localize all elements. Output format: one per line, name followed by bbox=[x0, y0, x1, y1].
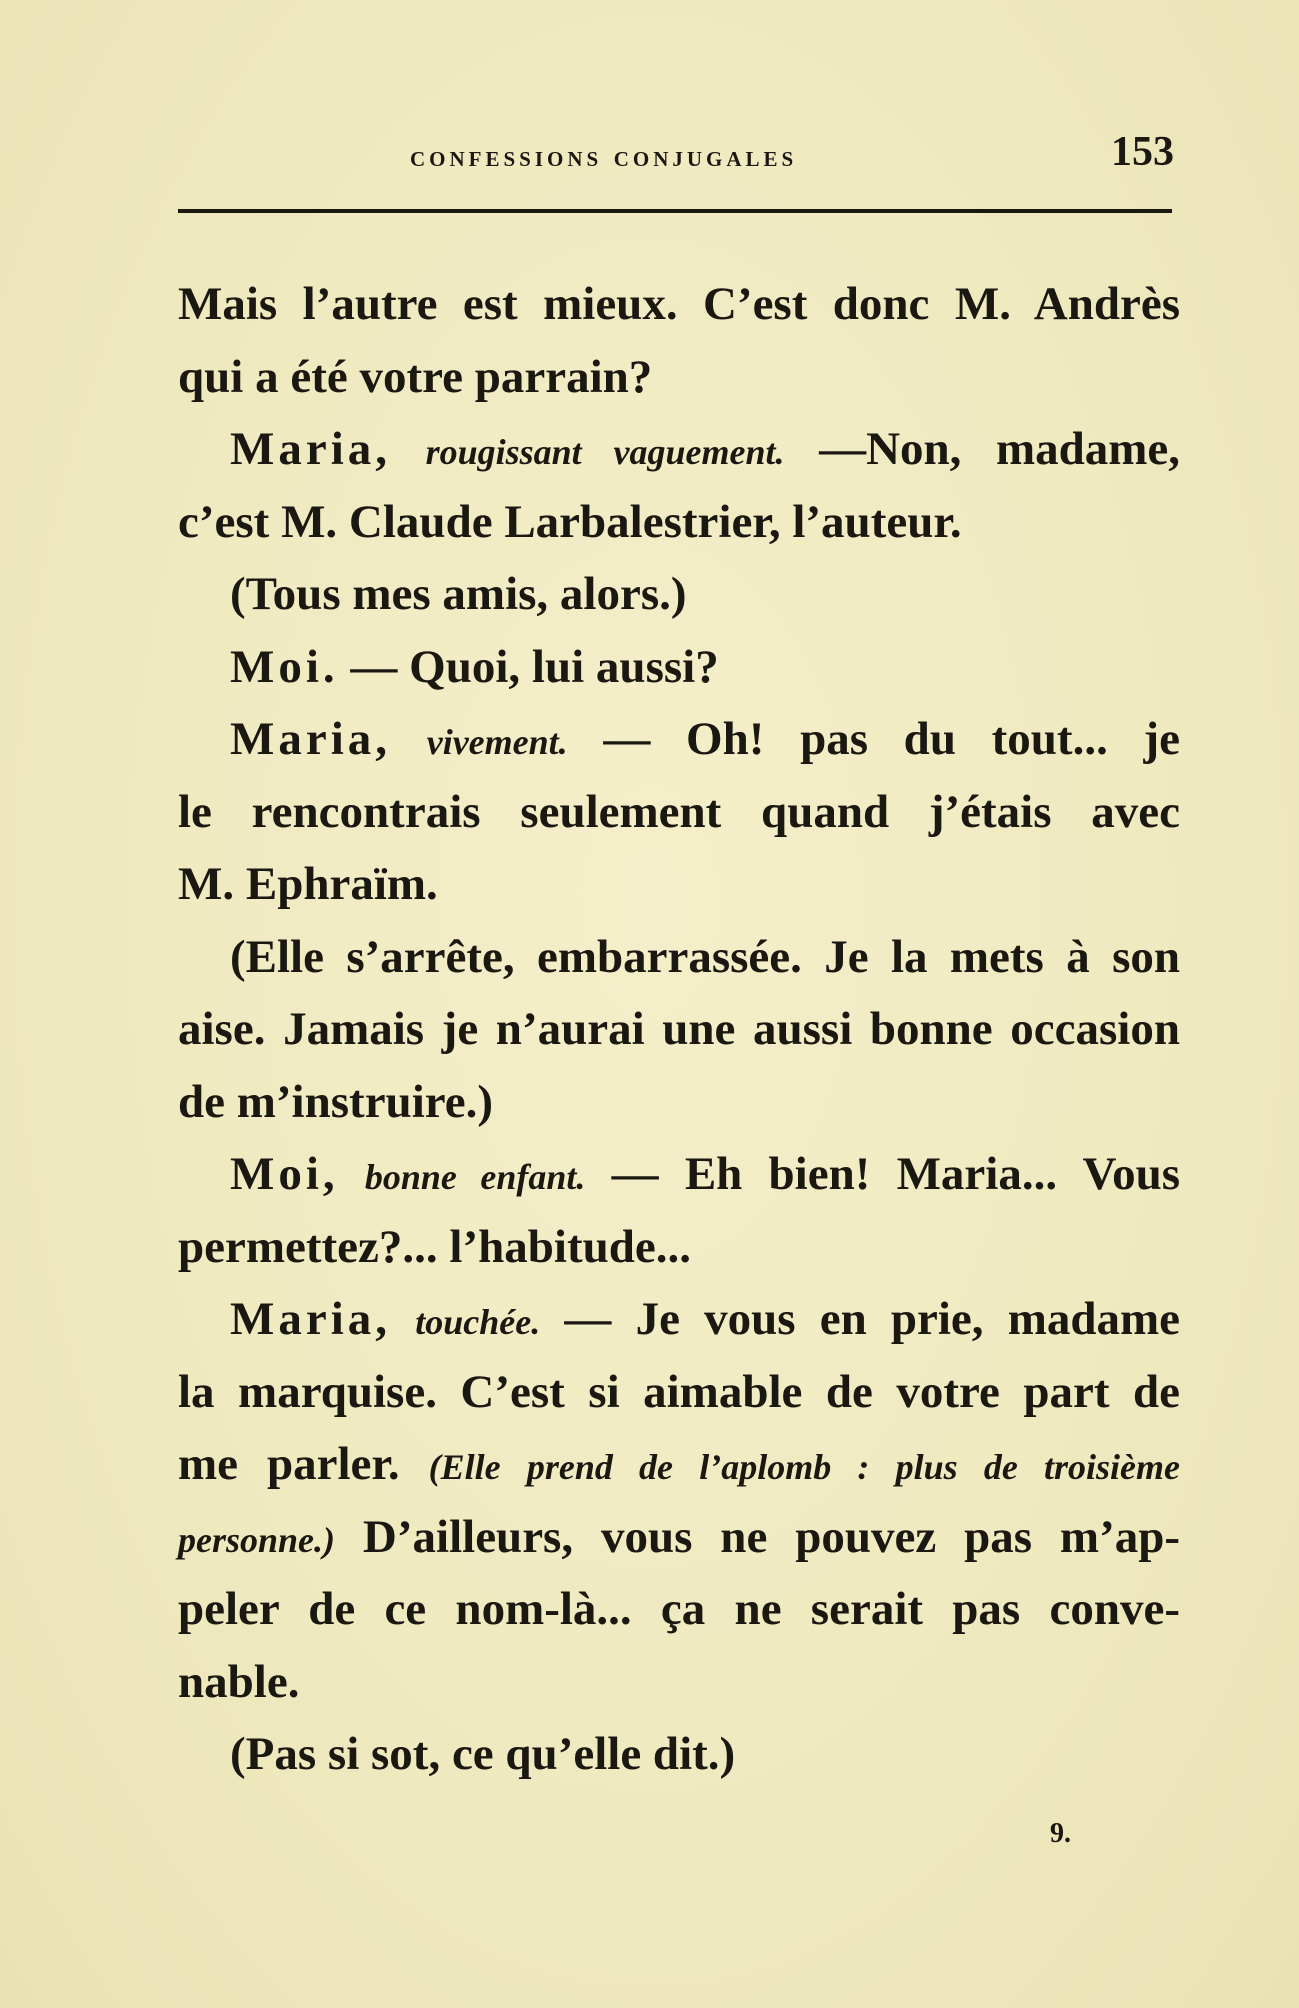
line-text: — Quoi, lui aussi? bbox=[350, 640, 719, 693]
stage-direction: touchée. bbox=[415, 1302, 541, 1342]
text-line bbox=[178, 1211, 1180, 1284]
speaker-name: Maria, bbox=[230, 713, 392, 765]
speaker-name: Moi. bbox=[230, 640, 339, 693]
line-text: me parler. bbox=[178, 1438, 400, 1490]
dialogue-line bbox=[178, 631, 1180, 704]
stage-direction: rougissant vaguement. bbox=[425, 432, 785, 472]
text-line bbox=[178, 1718, 1180, 1791]
text-line bbox=[178, 486, 1180, 559]
text-line bbox=[178, 1501, 1180, 1574]
line-text: D’ailleurs, vous ne pouvez pas m’ap- bbox=[362, 1510, 1181, 1563]
dialogue-line bbox=[178, 413, 1180, 486]
speaker-name: Maria, bbox=[230, 1293, 392, 1345]
line-text: — Eh bien! Maria... Vous bbox=[611, 1148, 1181, 1200]
line-text: Mais l’autre est mieux. C’est donc M. Andrès bbox=[178, 278, 1180, 330]
text-line bbox=[178, 776, 1180, 849]
dialogue-line bbox=[178, 1283, 1180, 1356]
line-text: la marquise. C’est si aimable de votre part de bbox=[178, 1365, 1180, 1418]
line-text: le rencontrais seulement quand j’étais avec bbox=[178, 785, 1180, 838]
line-text: M. Ephraïm. bbox=[178, 858, 438, 910]
line-text: peler de ce nom-là... ça ne serait pas conve- bbox=[178, 1583, 1180, 1635]
line-text: (Tous mes amis, alors.) bbox=[230, 568, 687, 620]
running-title: confessions conjugales bbox=[410, 140, 798, 173]
speaker-name: Maria, bbox=[230, 423, 392, 475]
dialogue-line bbox=[178, 1138, 1180, 1211]
text-line bbox=[178, 558, 1180, 631]
stage-direction: vivement. bbox=[426, 722, 568, 762]
running-head bbox=[180, 128, 1180, 188]
header-rule bbox=[178, 209, 1172, 213]
text-line bbox=[178, 1356, 1180, 1429]
line-text: permettez?... l’habitude... bbox=[178, 1220, 691, 1273]
text-line bbox=[178, 1573, 1180, 1646]
line-text: aise. Jamais je n’aurai une aussi bonne occasion bbox=[178, 1003, 1180, 1055]
line-text: —Non, madame, bbox=[819, 423, 1181, 475]
stage-direction: (Elle prend de l’aplomb : plus de troisième bbox=[428, 1447, 1180, 1487]
line-text: qui a été votre parrain? bbox=[178, 350, 653, 403]
line-text: (Elle s’arrête, embarrassée. Je la mets à son bbox=[230, 930, 1180, 983]
text-line bbox=[178, 268, 1180, 341]
text-line bbox=[178, 1646, 1180, 1719]
speaker-name: Moi, bbox=[230, 1148, 339, 1200]
text-line bbox=[178, 848, 1180, 921]
stage-direction: bonne enfant. bbox=[364, 1157, 586, 1197]
line-text: nable. bbox=[178, 1655, 300, 1708]
line-text: (Pas si sot, ce qu’elle dit.) bbox=[230, 1728, 736, 1780]
stage-direction: personne.) bbox=[178, 1519, 336, 1560]
text-line bbox=[178, 1428, 1180, 1501]
line-text: de m’instruire.) bbox=[178, 1075, 494, 1128]
body-text bbox=[178, 268, 1180, 1791]
text-line bbox=[178, 341, 1180, 414]
text-line bbox=[178, 921, 1180, 994]
line-text: — Oh! pas du tout... je bbox=[603, 713, 1181, 765]
dialogue-line bbox=[178, 703, 1180, 776]
page-number: 153 bbox=[1111, 129, 1174, 175]
text-line bbox=[178, 1066, 1180, 1139]
signature-mark: 9. bbox=[1050, 1818, 1071, 1849]
line-text: — Je vous en prie, madame bbox=[564, 1293, 1181, 1345]
line-text: c’est M. Claude Larbalestrier, l’auteur. bbox=[178, 495, 962, 548]
text-line bbox=[178, 993, 1180, 1066]
